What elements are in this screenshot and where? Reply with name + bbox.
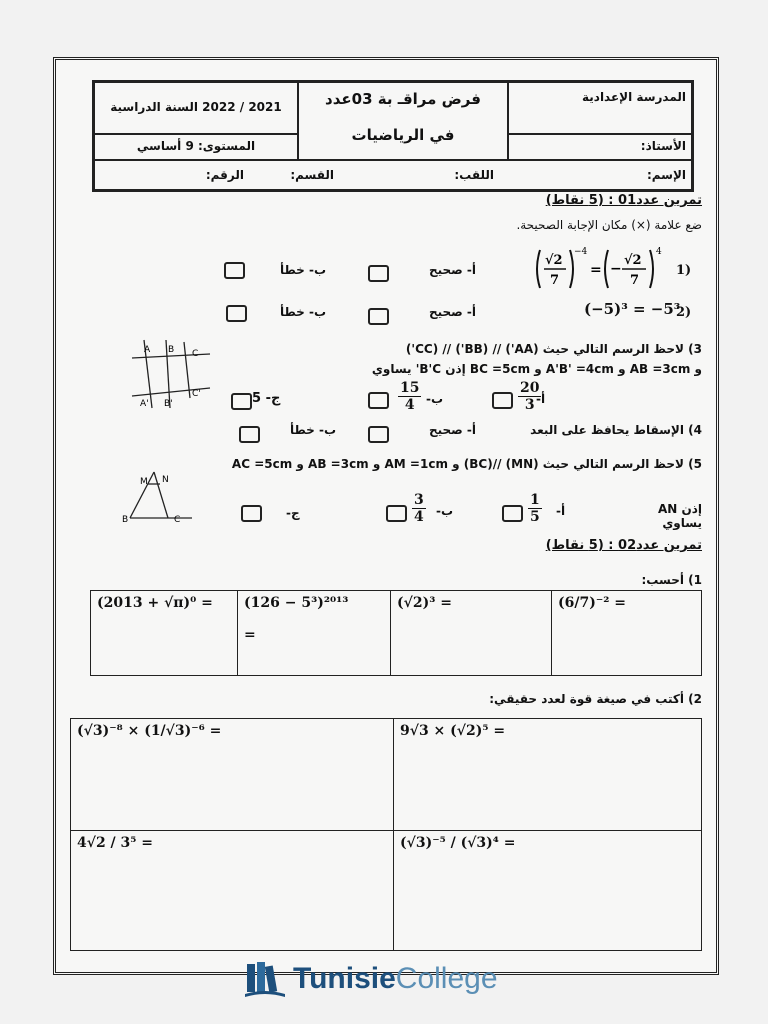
- q2-false-option[interactable]: ب- خطأ: [279, 305, 326, 319]
- ex2-q1-label: 1) أحسب:: [641, 573, 702, 587]
- svg-text:=: =: [590, 262, 602, 278]
- logo-text-tunisie: Tunisie: [293, 962, 396, 995]
- q4-true-checkbox[interactable]: [368, 424, 389, 443]
- ex2-title: تمرين عدد02 : (5 نقاط): [545, 538, 702, 553]
- svg-text:N: N: [162, 475, 169, 485]
- q2-false-checkbox[interactable]: [226, 303, 247, 322]
- svg-text:7: 7: [550, 273, 560, 288]
- q3-statement: 3) لاحظ الرسم التالي حيث (AA') // (BB') // (CC'): [405, 342, 702, 356]
- ex2-power-table: [70, 718, 702, 951]
- svg-text:C': C': [192, 389, 201, 399]
- svg-text:A: A: [144, 345, 151, 355]
- q3-option-a-label: أ-: [536, 392, 546, 406]
- q3-option-c-checkbox[interactable]: [231, 391, 252, 410]
- q5-question: إذن AN يساوي: [657, 502, 702, 530]
- class-label: القسم:: [290, 168, 334, 182]
- q5-statement: 5) لاحظ الرسم التالي حيث (MN) //(BC) و AM =1cm و AB =3cm و AC =5cm: [231, 457, 702, 471]
- ex2-q2-label: 2) أكتب في صيغة قوة لعدد حقيقي:: [489, 692, 702, 706]
- q1-false-checkbox[interactable]: [224, 260, 245, 279]
- q1-false-option[interactable]: ب- خطأ: [279, 263, 326, 277]
- svg-text:B: B: [122, 515, 129, 524]
- q5-option-c-label: ج-: [286, 506, 300, 520]
- q5-figure: [122, 470, 202, 524]
- q1-true-checkbox[interactable]: [368, 263, 389, 282]
- calc-cell-1[interactable]: (2013 + √π)⁰ =: [91, 591, 238, 676]
- q3-option-c: ج- 5: [252, 391, 281, 406]
- number-label: الرقم:: [205, 168, 244, 182]
- q2-true-checkbox[interactable]: [368, 306, 389, 325]
- q5-option-b-checkbox[interactable]: [386, 503, 407, 522]
- svg-text:4: 4: [656, 247, 662, 257]
- teacher-label: الأستاذ:: [640, 139, 686, 153]
- q5-option-a-label: أ-: [556, 504, 566, 518]
- svg-text:C: C: [174, 515, 181, 524]
- q3-figure: [130, 338, 220, 410]
- calc-cell-3[interactable]: (√2)³ =: [391, 591, 552, 676]
- svg-text:−4: −4: [574, 247, 588, 257]
- q2-number: 2): [676, 305, 692, 320]
- q1-expression: [534, 244, 670, 294]
- q4-true-option[interactable]: أ- صحيح: [428, 423, 476, 437]
- school-year: 2021 / 2022 السنة الدراسية: [110, 100, 282, 114]
- q5-option-a-value: $\frac{1}{5}$: [530, 492, 540, 525]
- q3-option-b-label: ب-: [426, 392, 444, 406]
- q2-true-option[interactable]: أ- صحيح: [428, 305, 476, 319]
- q1-number: 1): [676, 263, 692, 278]
- q3-option-a-checkbox[interactable]: [492, 390, 513, 409]
- svg-text:A': A': [140, 399, 149, 409]
- q4-false-option[interactable]: ب- خطأ: [289, 423, 336, 437]
- exam-sheet: [53, 57, 719, 975]
- power-cell-1[interactable]: (√3)⁻⁸ × (1/√3)⁻⁶ =: [71, 719, 394, 831]
- q3-option-b-checkbox[interactable]: [368, 390, 389, 409]
- name-label: الإسم:: [646, 168, 686, 182]
- q5-option-b-label: ب-: [436, 504, 454, 518]
- ex2-calc-table: [90, 590, 702, 676]
- q4-statement: 4) الإسقاط يحافظ على البعد: [530, 423, 702, 437]
- q3-given: و AB =3cm و A'B' =4cm و BC =5cm إذن B'C' يساوي: [371, 362, 702, 376]
- svg-text:√2: √2: [624, 253, 642, 268]
- q1-true-option[interactable]: أ- صحيح: [428, 263, 476, 277]
- q5-option-c-checkbox[interactable]: [241, 503, 262, 522]
- svg-text:√2: √2: [545, 253, 563, 268]
- header-table: [92, 80, 694, 192]
- ex1-title: تمرين عدد01 : (5 نقاط): [545, 193, 702, 208]
- power-cell-3[interactable]: 4√2 / 3⁵ =: [71, 831, 394, 951]
- svg-text:C: C: [192, 349, 199, 359]
- surname-label: اللقب:: [454, 168, 494, 182]
- calc-cell-4[interactable]: (6/7)⁻² =: [552, 591, 702, 676]
- tunisie-college-logo: [245, 960, 498, 998]
- q5-option-b-value: $\frac{3}{4}$: [414, 492, 424, 525]
- q4-false-checkbox[interactable]: [239, 424, 260, 443]
- power-cell-4[interactable]: (√3)⁻⁵ / (√3)⁴ =: [394, 831, 702, 951]
- calc-cell-2[interactable]: (126 − 5³)²⁰¹³ =: [238, 591, 391, 676]
- q2-expression: (−5)³ = −5³: [584, 300, 681, 318]
- subject-label: في الرياضيات: [351, 126, 455, 144]
- power-cell-2[interactable]: 9√3 × (√2)⁵ =: [394, 719, 702, 831]
- exam-title: فرض مراقـ بة 03عدد: [325, 90, 481, 108]
- logo-text-college: College: [395, 962, 498, 995]
- school-label: المدرسة الإعدادية: [582, 90, 686, 104]
- level-label: المستوى: 9 أساسي: [136, 139, 256, 153]
- svg-text:−: −: [610, 261, 622, 277]
- svg-text:B': B': [164, 399, 173, 409]
- svg-text:7: 7: [630, 273, 640, 288]
- ex1-instruction: ضع علامة (×) مكان الإجابة الصحيحة.: [516, 218, 702, 232]
- svg-text:B: B: [168, 345, 175, 355]
- q5-option-a-checkbox[interactable]: [502, 503, 523, 522]
- q3-option-b-value: $\frac{15}{4}$: [400, 380, 420, 413]
- svg-text:M: M: [140, 477, 148, 487]
- books-icon: [245, 960, 285, 998]
- q3-option-a-value: $\frac{20}{3}$: [520, 380, 540, 413]
